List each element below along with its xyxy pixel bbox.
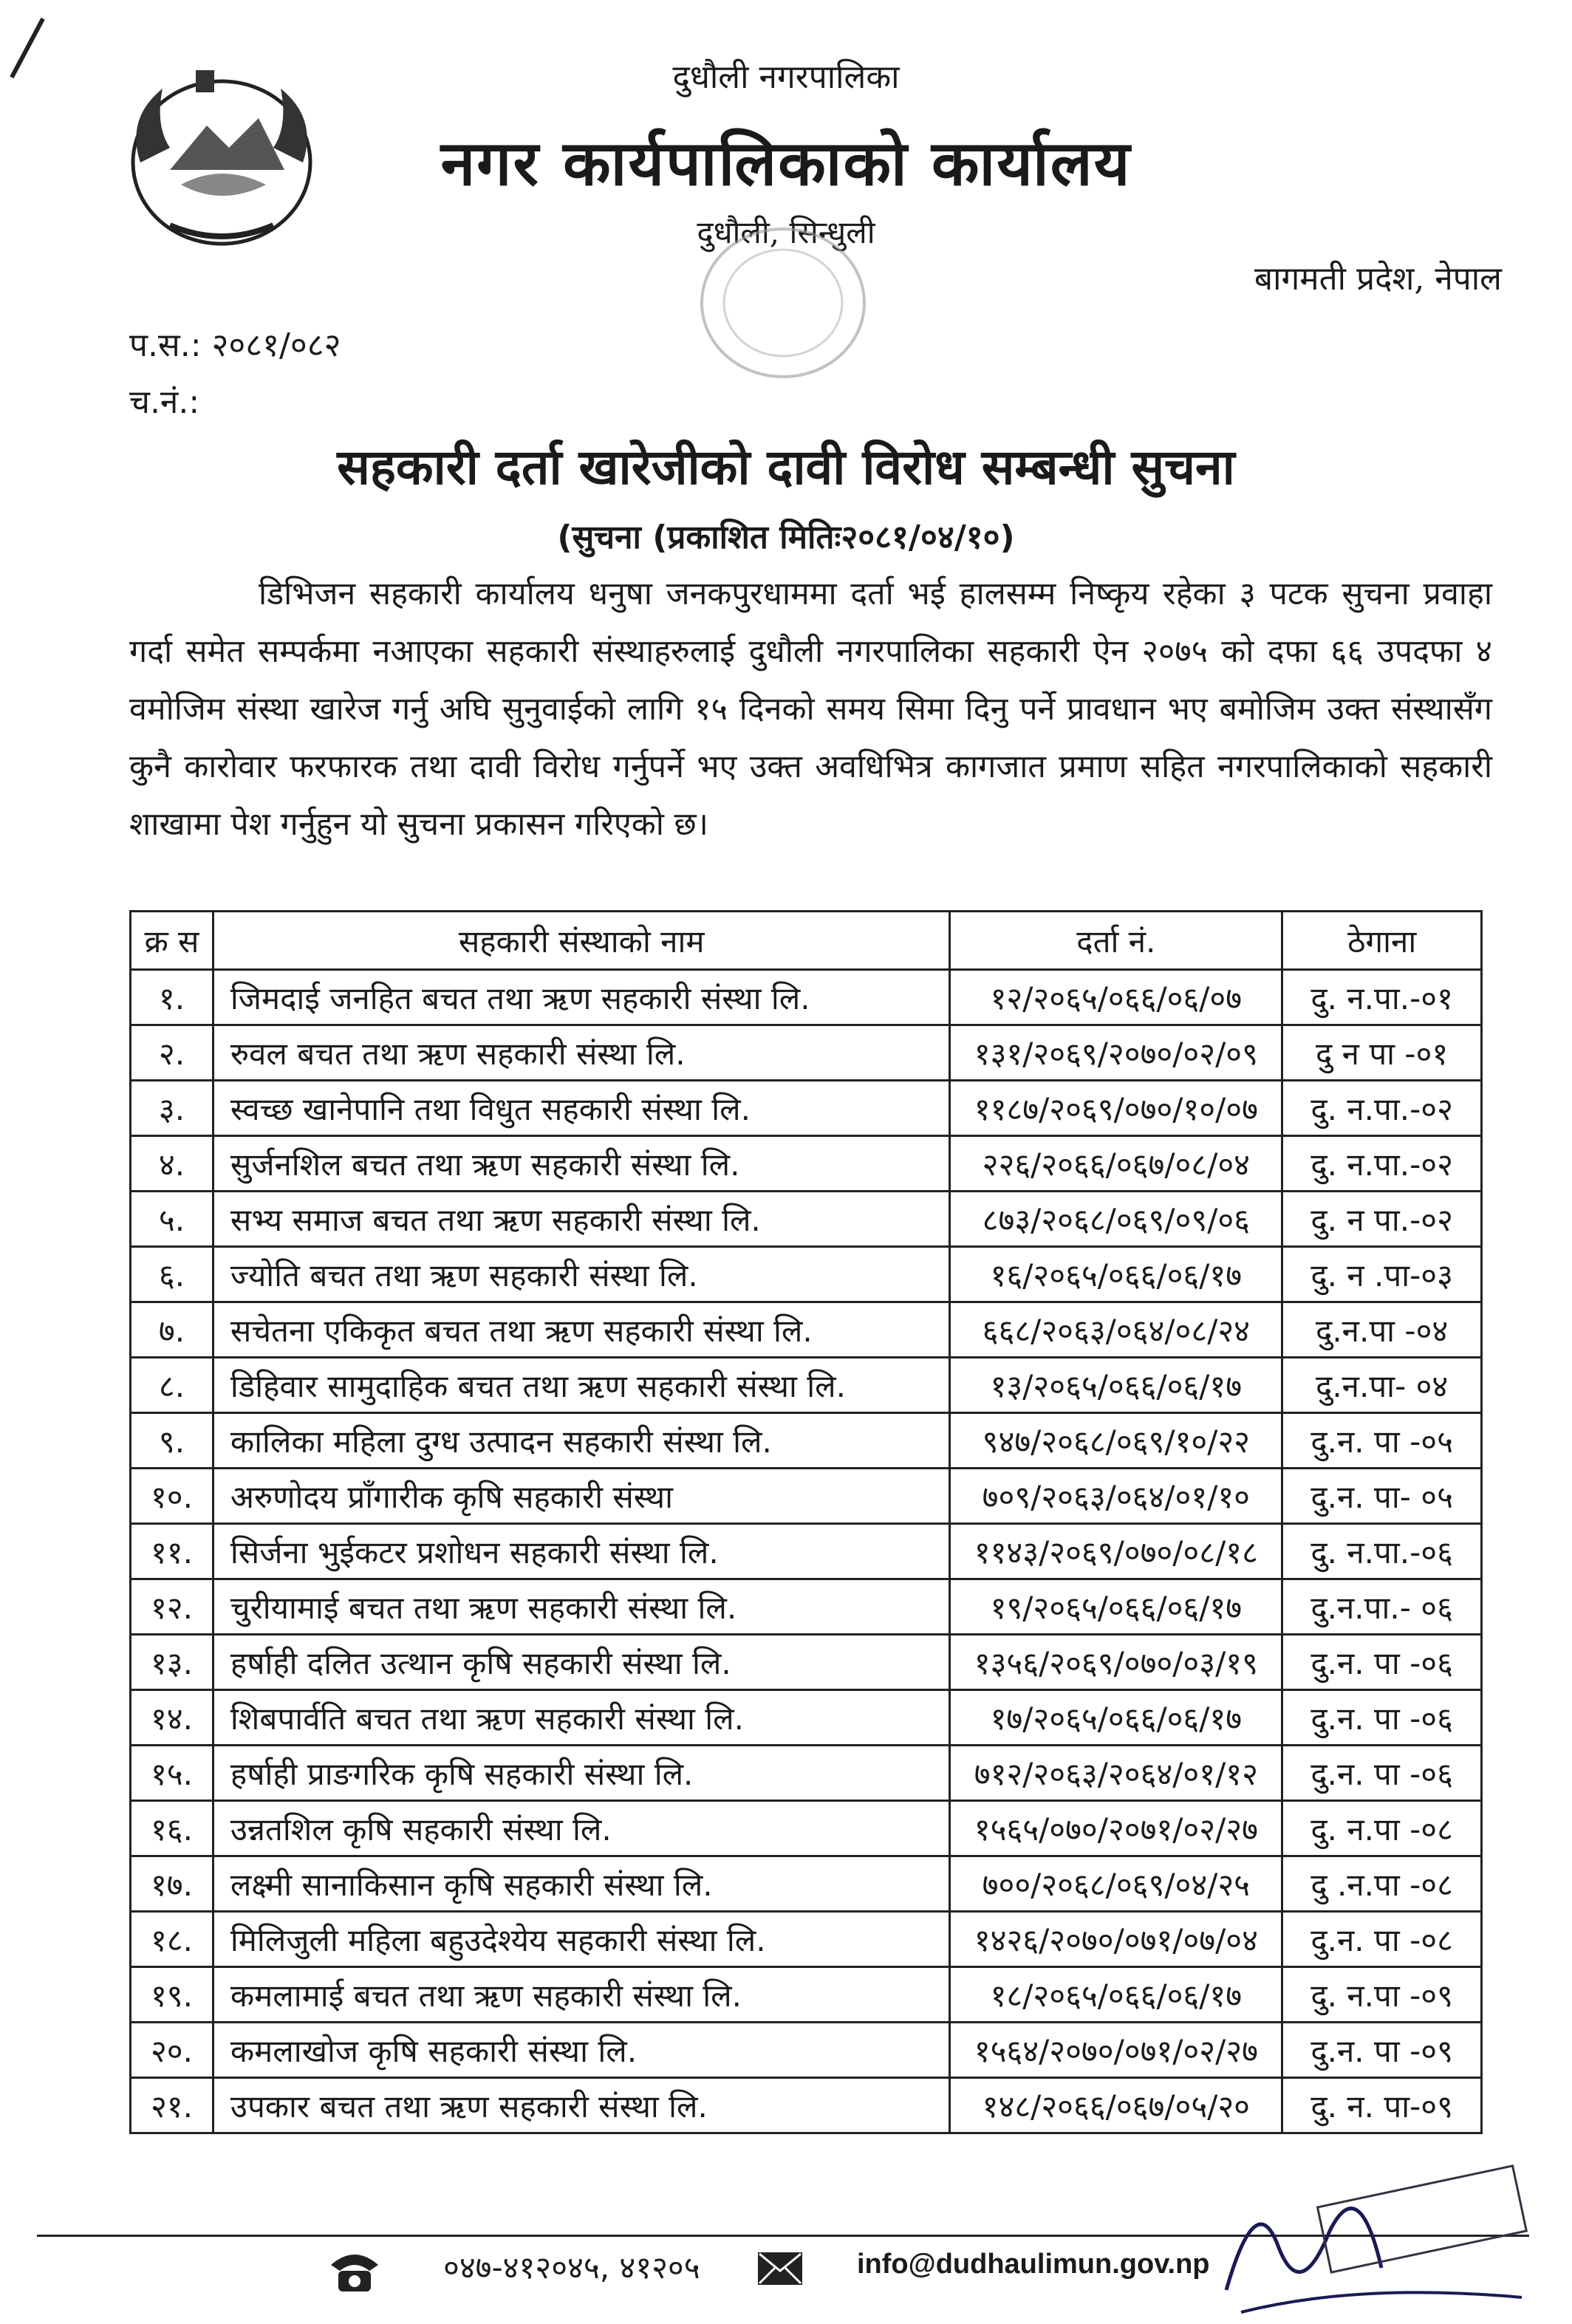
table-row [131, 1192, 1482, 1247]
chalani-number: च.नं.: [129, 383, 200, 421]
serial-cell: ५. [131, 1192, 213, 1247]
address-cell: दु.न.पा -०४ [1282, 1302, 1482, 1358]
serial-cell: ४. [131, 1136, 213, 1192]
header-name: सहकारी संस्थाको नाम [213, 912, 949, 970]
registration-number-cell: ६६८/२०६३/०६४/०८/२४ [950, 1302, 1282, 1358]
envelope-icon [757, 2252, 803, 2286]
header-serial: क्र स [131, 912, 213, 970]
cooperative-name-cell: उपकार बचत तथा ऋण सहकारी संस्था लि. [213, 2078, 949, 2133]
serial-cell: ७. [131, 1302, 213, 1358]
registration-number-cell: १६/२०६५/०६६/०६/१७ [950, 1247, 1282, 1302]
cooperative-name-cell: हर्षाही दलित उत्थान कृषि सहकारी संस्था लि. [213, 1635, 949, 1690]
serial-cell: १७. [131, 1856, 213, 1912]
cooperative-name-cell: कमलामाई बचत तथा ऋण सहकारी संस्था लि. [213, 1967, 949, 2023]
table-row [131, 1912, 1482, 1967]
office-title: नगर कार्यपालिकाको कार्यालय [440, 126, 1132, 199]
patra-sankhya: प.स.: २०८१/०८२ [129, 327, 341, 364]
cooperative-name-cell: कालिका महिला दुग्ध उत्पादन सहकारी संस्था लि. [213, 1413, 949, 1469]
address-cell: दु. न पा.-०२ [1282, 1192, 1482, 1247]
serial-cell: ९. [131, 1413, 213, 1469]
registration-number-cell: १९/२०६५/०६६/०६/१७ [950, 1579, 1282, 1635]
cooperative-name-cell: जिमदाई जनहित बचत तथा ऋण सहकारी संस्था लि. [213, 970, 949, 1025]
registration-number-cell: ९४७/२०६८/०६९/१०/२२ [950, 1413, 1282, 1469]
registration-number-cell: १३१/२०६९/२०७०/०२/०९ [950, 1025, 1282, 1081]
signature-stamp [1212, 2142, 1537, 2320]
footer-email: info@dudhaulimun.gov.np [857, 2249, 1210, 2280]
registration-number-cell: २२६/२०६६/०६७/०८/०४ [950, 1136, 1282, 1192]
registration-number-cell: १४२६/२०७०/०७१/०७/०४ [950, 1912, 1282, 1967]
registration-number-cell: ७००/२०६८/०६९/०४/२५ [950, 1856, 1282, 1912]
registration-number-cell: ७०९/२०६३/०६४/०१/१० [950, 1469, 1282, 1524]
address-cell: दु. न. पा-०९ [1282, 2078, 1482, 2133]
table-row [131, 2023, 1482, 2078]
serial-cell: १०. [131, 1469, 213, 1524]
table-row [131, 1081, 1482, 1136]
municipality-name: दुधौली नगरपालिका [672, 58, 900, 96]
serial-cell: २०. [131, 2023, 213, 2078]
serial-cell: १९. [131, 1967, 213, 2023]
address-cell: दु. न .पा-०३ [1282, 1247, 1482, 1302]
registration-number-cell: १८/२०६५/०६६/०६/१७ [950, 1967, 1282, 2023]
registration-number-cell: १७/२०६५/०६६/०६/१७ [950, 1690, 1282, 1746]
table-row [131, 1579, 1482, 1635]
registration-number-cell: १३५६/२०६९/०७०/०३/१९ [950, 1635, 1282, 1690]
address-cell: दु. न.पा.-०१ [1282, 970, 1482, 1025]
notice-title: सहकारी दर्ता खारेजीको दावी विरोध सम्बन्धी सुचना [337, 439, 1235, 496]
registration-number-cell: १५६५/०७०/२०७१/०२/२७ [950, 1801, 1282, 1856]
address-cell: दु.न.पा- ०४ [1282, 1358, 1482, 1413]
cooperative-name-cell: उन्नतशिल कृषि सहकारी संस्था लि. [213, 1801, 949, 1856]
serial-cell: १४. [131, 1690, 213, 1746]
registration-number-cell: ७१२/२०६३/२०६४/०१/१२ [950, 1746, 1282, 1801]
office-address: दुधौली, सिन्धुली [697, 214, 875, 250]
cooperative-name-cell: कमलाखोज कृषि सहकारी संस्था लि. [213, 2023, 949, 2078]
serial-cell: ६. [131, 1247, 213, 1302]
registration-number-cell: १३/२०६५/०६६/०६/१७ [950, 1358, 1282, 1413]
serial-cell: ३. [131, 1081, 213, 1136]
address-cell: दु.न. पा -०८ [1282, 1912, 1482, 1967]
serial-cell: १८. [131, 1912, 213, 1967]
table-row [131, 1413, 1482, 1469]
footer-phone: ०४७-४१२०४५, ४१२०५ [443, 2249, 700, 2286]
registration-number-cell: १२/२०६५/०६६/०६/०७ [950, 970, 1282, 1025]
address-cell: दु. न.पा.-०२ [1282, 1081, 1482, 1136]
cooperative-name-cell: अरुणोदय प्राँगारीक कृषि सहकारी संस्था [213, 1469, 949, 1524]
address-cell: दु.न.पा.- ०६ [1282, 1579, 1482, 1635]
cooperative-name-cell: मिलिजुली महिला बहुउदेश्येय सहकारी संस्था लि. [213, 1912, 949, 1967]
address-cell: दु. न.पा.-०२ [1282, 1136, 1482, 1192]
cooperative-name-cell: स्वच्छ खानेपानि तथा विधुत सहकारी संस्था लि. [213, 1081, 949, 1136]
table-row [131, 2078, 1482, 2133]
serial-cell: ८. [131, 1358, 213, 1413]
header-registration: दर्ता नं. [950, 912, 1282, 970]
telephone-icon [325, 2244, 384, 2296]
cooperative-name-cell: सुर्जनशिल बचत तथा ऋण सहकारी संस्था लि. [213, 1136, 949, 1192]
address-cell: दु. न.पा.-०६ [1282, 1524, 1482, 1579]
address-cell: दु.न. पा -०६ [1282, 1635, 1482, 1690]
address-cell: दु.न. पा -०६ [1282, 1746, 1482, 1801]
serial-cell: २. [131, 1025, 213, 1081]
serial-cell: १६. [131, 1801, 213, 1856]
serial-cell: २१. [131, 2078, 213, 2133]
table-row [131, 1302, 1482, 1358]
address-cell: दु.न. पा -०९ [1282, 2023, 1482, 2078]
table-header-row [131, 912, 1482, 970]
registration-number-cell: ८७३/२०६८/०६९/०९/०६ [950, 1192, 1282, 1247]
cooperative-name-cell: सिर्जना भुईकटर प्रशोधन सहकारी संस्था लि. [213, 1524, 949, 1579]
table-row [131, 1358, 1482, 1413]
table-row [131, 1690, 1482, 1746]
notice-body: डिभिजन सहकारी कार्यालय धनुषा जनकपुरधाममा दर्ता भई हालसम्म निष्कृय रहेका ३ पटक सुचना प्रवाहा गर्दा समेत सम्पर्कमा नआएका सहकारी संस्थाहरुलाई दुधौली नगरपालिका सहकारी ऐन २०७५ को दफा ६६ उपदफा ४ वमोजिम संस्था खारेज गर्नु अघि सुनुवाईको लागि १५ दिनको समय सिमा दिनु पर्ने प्रावधान भए बमोजिम उक्त संस्थासँग कुनै कारोवार फरफारक तथा दावी विरोध गर्नुपर्ने भए उक्त अवधिभित्र कागजात प्रमाण सहित नगरपालिकाको सहकारी शाखामा पेश गर्नुहुन यो सुचना प्रकासन गरिएको छ। [129, 575, 1492, 843]
cooperative-name-cell: हर्षाही प्राङगरिक कृषि सहकारी संस्था लि. [213, 1746, 949, 1801]
cooperative-name-cell: सचेतना एकिकृत बचत तथा ऋण सहकारी संस्था लि. [213, 1302, 949, 1358]
cooperative-name-cell: सभ्य समाज बचत तथा ऋण सहकारी संस्था लि. [213, 1192, 949, 1247]
office-seal-stamp [687, 218, 879, 388]
serial-cell: ११. [131, 1524, 213, 1579]
serial-cell: १. [131, 970, 213, 1025]
header-address: ठेगाना [1282, 912, 1482, 970]
table-row [131, 1136, 1482, 1192]
table-row [131, 1801, 1482, 1856]
cooperative-name-cell: शिबपार्वति बचत तथा ऋण सहकारी संस्था लि. [213, 1690, 949, 1746]
table-row [131, 970, 1482, 1025]
cooperatives-table [129, 910, 1483, 2134]
table-row [131, 1967, 1482, 2023]
address-cell: दु. न.पा -०९ [1282, 1967, 1482, 2023]
table-row [131, 1746, 1482, 1801]
cooperative-name-cell: डिहिवार सामुदाहिक बचत तथा ऋण सहकारी संस्था लि. [213, 1358, 949, 1413]
registration-number-cell: ११८७/२०६९/०७०/१०/०७ [950, 1081, 1282, 1136]
province-name: बागमती प्रदेश, नेपाल [1254, 260, 1502, 298]
address-cell: दु.न. पा -०६ [1282, 1690, 1482, 1746]
serial-cell: १२. [131, 1579, 213, 1635]
address-cell: दु .न.पा -०८ [1282, 1856, 1482, 1912]
table-row [131, 1469, 1482, 1524]
publication-date: (सुचना (प्रकाशित मितिः२०८१/०४/१०) [557, 519, 1015, 556]
address-cell: दु.न. पा- ०५ [1282, 1469, 1482, 1524]
cooperative-name-cell: रुवल बचत तथा ऋण सहकारी संस्था लि. [213, 1025, 949, 1081]
address-cell: दु न पा -०१ [1282, 1025, 1482, 1081]
registration-number-cell: ११४३/२०६९/०७०/०८/१८ [950, 1524, 1282, 1579]
address-cell: दु. न.पा -०८ [1282, 1801, 1482, 1856]
cooperative-name-cell: चुरीयामाई बचत तथा ऋण सहकारी संस्था लि. [213, 1579, 949, 1635]
serial-cell: १३. [131, 1635, 213, 1690]
registration-number-cell: १५६४/२०७०/०७१/०२/२७ [950, 2023, 1282, 2078]
table-row [131, 1856, 1482, 1912]
cooperative-name-cell: लक्ष्मी सानाकिसान कृषि सहकारी संस्था लि. [213, 1856, 949, 1912]
table-row [131, 1524, 1482, 1579]
table-row [131, 1025, 1482, 1081]
table-row [131, 1635, 1482, 1690]
address-cell: दु.न. पा -०५ [1282, 1413, 1482, 1469]
registration-number-cell: १४८/२०६६/०६७/०५/२० [950, 2078, 1282, 2133]
serial-cell: १५. [131, 1746, 213, 1801]
table-row [131, 1247, 1482, 1302]
cooperative-name-cell: ज्योति बचत तथा ऋण सहकारी संस्था लि. [213, 1247, 949, 1302]
